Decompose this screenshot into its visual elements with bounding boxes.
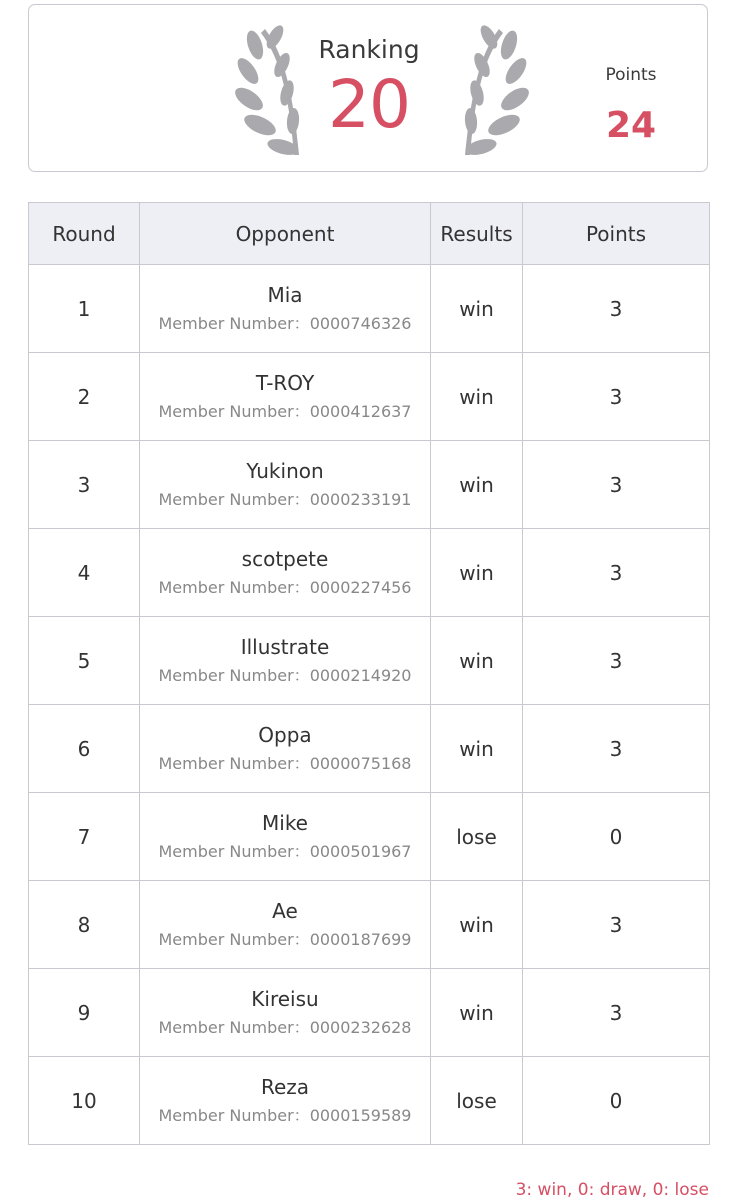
opponent-cell <box>140 705 431 793</box>
member-number-label: Member Number： <box>158 401 310 421</box>
opponent-name: Mike <box>262 810 308 835</box>
opponent-cell <box>140 1057 431 1145</box>
results-body <box>29 265 710 1145</box>
points-cell: 3 <box>523 353 710 441</box>
member-number-label: Member Number： <box>158 1017 310 1037</box>
member-number-value: 0000214920 <box>309 665 412 685</box>
result-cell: lose <box>431 793 523 881</box>
table-row <box>29 265 710 353</box>
table-header-row <box>29 203 710 265</box>
header-round: Round <box>29 203 140 265</box>
ranking-label: Ranking <box>318 35 420 64</box>
points-cell: 3 <box>523 881 710 969</box>
ranking-value: 20 <box>328 66 410 143</box>
opponent-name: T-ROY <box>255 370 315 395</box>
result-cell: win <box>431 353 523 441</box>
round-cell: 6 <box>29 705 140 793</box>
opponent-name: Illustrate <box>240 634 330 659</box>
points-cell: 3 <box>523 265 710 353</box>
results-table <box>28 202 710 1145</box>
round-cell: 3 <box>29 441 140 529</box>
result-cell: win <box>431 529 523 617</box>
table-row <box>29 353 710 441</box>
points-legend: 3: win, 0: draw, 0: lose <box>515 1180 709 1200</box>
table-row <box>29 617 710 705</box>
result-cell: lose <box>431 1057 523 1145</box>
member-number-label: Member Number： <box>158 577 310 597</box>
member-number <box>140 927 430 953</box>
table-row <box>29 969 710 1057</box>
member-number <box>140 575 430 601</box>
member-number-label: Member Number： <box>158 489 310 509</box>
points-cell: 3 <box>523 441 710 529</box>
opponent-cell <box>140 793 431 881</box>
round-cell: 2 <box>29 353 140 441</box>
opponent-name: Kireisu <box>251 986 319 1011</box>
points-cell: 0 <box>523 1057 710 1145</box>
table-row <box>29 1057 710 1145</box>
header-opponent: Opponent <box>140 203 431 265</box>
points-cell: 3 <box>523 705 710 793</box>
member-number <box>140 663 430 689</box>
points-cell: 3 <box>523 617 710 705</box>
header-results: Results <box>431 203 523 265</box>
member-number <box>140 1103 430 1129</box>
member-number-label: Member Number： <box>158 929 310 949</box>
result-cell: win <box>431 705 523 793</box>
member-number-value: 0000075168 <box>309 753 412 773</box>
round-cell: 7 <box>29 793 140 881</box>
points-label: Points <box>605 65 657 85</box>
opponent-name: Oppa <box>258 722 312 747</box>
round-cell: 1 <box>29 265 140 353</box>
table-row <box>29 705 710 793</box>
opponent-cell <box>140 353 431 441</box>
member-number-label: Member Number： <box>158 1105 310 1125</box>
opponent-cell <box>140 881 431 969</box>
points-cell: 0 <box>523 793 710 881</box>
member-number <box>140 311 430 337</box>
ranking-card <box>28 4 708 172</box>
member-number-value: 0000233191 <box>309 489 412 509</box>
member-number-value: 0000232628 <box>309 1017 412 1037</box>
member-number <box>140 839 430 865</box>
result-cell: win <box>431 969 523 1057</box>
header-points: Points <box>523 203 710 265</box>
result-cell: win <box>431 441 523 529</box>
table-row <box>29 441 710 529</box>
round-cell: 4 <box>29 529 140 617</box>
table-row <box>29 881 710 969</box>
table-row <box>29 529 710 617</box>
result-cell: win <box>431 881 523 969</box>
member-number-label: Member Number： <box>158 753 310 773</box>
opponent-name: scotpete <box>241 546 329 571</box>
opponent-name: Mia <box>267 282 303 307</box>
member-number-label: Member Number： <box>158 665 310 685</box>
table-row <box>29 793 710 881</box>
opponent-name: Yukinon <box>246 458 324 483</box>
opponent-cell <box>140 441 431 529</box>
member-number <box>140 751 430 777</box>
points-cell: 3 <box>523 529 710 617</box>
points-cell: 3 <box>523 969 710 1057</box>
member-number-value: 0000227456 <box>309 577 412 597</box>
opponent-cell <box>140 617 431 705</box>
member-number-value: 0000412637 <box>309 401 412 421</box>
member-number-value: 0000187699 <box>309 929 412 949</box>
opponent-cell <box>140 529 431 617</box>
opponent-name: Reza <box>260 1074 310 1099</box>
member-number-value: 0000746326 <box>309 313 412 333</box>
opponent-name: Ae <box>272 898 298 923</box>
round-cell: 5 <box>29 617 140 705</box>
member-number-label: Member Number： <box>158 841 310 861</box>
member-number <box>140 399 430 425</box>
result-cell: win <box>431 265 523 353</box>
member-number <box>140 487 430 513</box>
opponent-cell <box>140 969 431 1057</box>
member-number-label: Member Number： <box>158 313 310 333</box>
round-cell: 10 <box>29 1057 140 1145</box>
round-cell: 8 <box>29 881 140 969</box>
points-value: 24 <box>605 105 657 146</box>
round-cell: 9 <box>29 969 140 1057</box>
result-cell: win <box>431 617 523 705</box>
member-number-value: 0000501967 <box>309 841 412 861</box>
member-number <box>140 1015 430 1041</box>
opponent-cell <box>140 265 431 353</box>
member-number-value: 0000159589 <box>309 1105 412 1125</box>
